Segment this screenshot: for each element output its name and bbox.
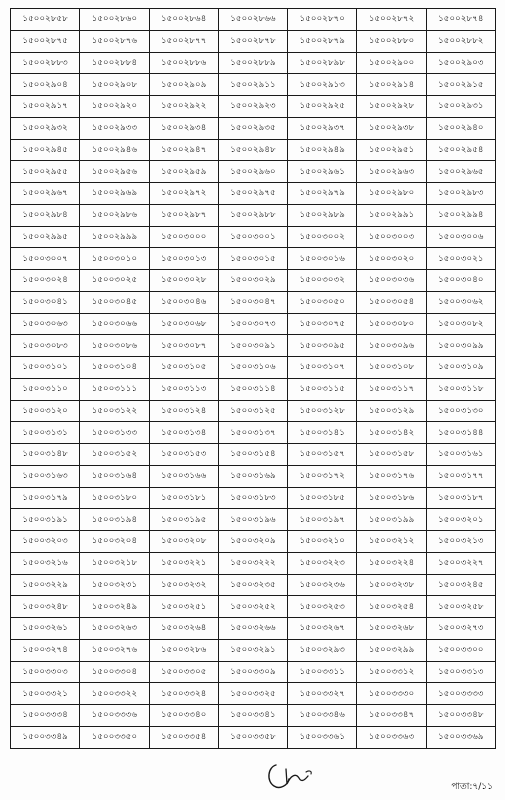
roll-number-cell: ১৫০০২৯০৪: [11, 74, 80, 96]
roll-number-cell: ১৫০০৩৩০৯: [218, 661, 287, 683]
roll-number-cell: ১৫০০২৯৭২: [149, 183, 218, 205]
roll-number-cell: ১৫০০২৯৩৭: [288, 117, 357, 139]
roll-number-cell: ১৫০০৩১৯১: [11, 509, 80, 531]
table-row: [11, 117, 496, 139]
roll-number-cell: ১৫০০৩০২১: [426, 248, 495, 270]
roll-number-cell: ১৫০০২৯৮৮: [218, 204, 287, 226]
roll-number-cell: ১৫০০৩০৭৩: [218, 313, 287, 335]
roll-number-cell: ১৫০০২৮৬৬: [218, 9, 287, 31]
roll-number-cell: ১৫০০৩১০১: [11, 357, 80, 379]
roll-number-cell: ১৫০০৩০২৫: [80, 270, 149, 292]
roll-number-cell: ১৫০০৩১৭৬: [357, 465, 426, 487]
roll-number-cell: ১৫০০৩১৬৩: [11, 465, 80, 487]
roll-number-cell: ১৫০০৩১০৬: [218, 357, 287, 379]
roll-number-cell: ১৫০০৩১৫৭: [288, 444, 357, 466]
roll-number-cell: ১৫০০২৮৬৪: [149, 9, 218, 31]
roll-number-cell: ১৫০০৩১৪২: [357, 422, 426, 444]
roll-number-cell: ১৫০০৩০৬২: [426, 291, 495, 313]
roll-number-cell: ১৫০০৩৩৫০: [80, 726, 149, 748]
roll-number-cell: ১৫০০২৯৯৫: [11, 226, 80, 248]
table-row: [11, 248, 496, 270]
roll-number-cell: ১৫০০২৮৮৯: [218, 52, 287, 74]
roll-number-cell: ১৫০০২৯৮৪: [11, 204, 80, 226]
roll-number-cell: ১৫০০২৯০৮: [80, 74, 149, 96]
table-row: [11, 705, 496, 727]
roll-number-cell: ১৫০০৩১০৪: [80, 357, 149, 379]
roll-number-cell: ১৫০০৩১২৮: [288, 400, 357, 422]
roll-number-cell: ১৫০০৩৩৪৯: [11, 726, 80, 748]
roll-number-cell: ১৫০০৩৩২২: [80, 683, 149, 705]
roll-number-cell: ১৫০০৩৩৪৬: [288, 705, 357, 727]
roll-number-cell: ১৫০০৩০২৮: [149, 270, 218, 292]
roll-number-cell: ১৫০০২৯৮৩: [426, 183, 495, 205]
table-row: [11, 683, 496, 705]
roll-number-cell: ১৫০০৩২০১: [426, 509, 495, 531]
roll-number-cell: ১৫০০৩১০৮: [357, 357, 426, 379]
roll-number-cell: ১৫০০৩১৭৭: [426, 465, 495, 487]
roll-number-cell: ১৫০০৩০০১: [218, 226, 287, 248]
roll-number-cell: ১৫০০৩২৩৫: [218, 574, 287, 596]
roll-number-cell: ১৫০০৩১৬৪: [80, 465, 149, 487]
roll-number-cell: ১৫০০৩৩০৪: [80, 661, 149, 683]
roll-number-cell: ১৫০০২৮৮৩: [11, 52, 80, 74]
roll-number-cell: ১৫০০২৮৬০: [80, 9, 149, 31]
roll-number-cell: ১৫০০৩৩১৩: [426, 661, 495, 683]
roll-number-cell: ১৫০০২৯৫৬: [80, 161, 149, 183]
roll-number-cell: ১৫০০৩০৮২: [426, 313, 495, 335]
roll-number-cell: ১৫০০৩২৫৮: [426, 596, 495, 618]
roll-number-cell: ১৫০০৩১০৯: [426, 357, 495, 379]
table-row: [11, 531, 496, 553]
table-row: [11, 400, 496, 422]
roll-number-cell: ১৫০০২৯৫৯: [149, 161, 218, 183]
roll-number-cell: ১৫০০৩২৯৯: [357, 639, 426, 661]
roll-number-cell: ১৫০০৩১১৮: [426, 378, 495, 400]
roll-number-cell: ১৫০০৩০১০: [80, 248, 149, 270]
table-row: [11, 9, 496, 31]
roll-number-cell: ১৫০০২৮৮০: [357, 30, 426, 52]
roll-number-cell: ১৫০০২৯০৯: [149, 74, 218, 96]
roll-number-cell: ১৫০০৩০৪১: [11, 291, 80, 313]
roll-number-cell: ১৫০০৩৩০০: [426, 639, 495, 661]
roll-number-cell: ১৫০০২৯১৪: [357, 74, 426, 96]
roll-number-cell: ১৫০০২৯২৮: [357, 96, 426, 118]
roll-number-cell: ১৫০০৩২৩৬: [288, 574, 357, 596]
table-row: [11, 726, 496, 748]
roll-number-cell: ১৫০০৩৩৩৬: [80, 705, 149, 727]
roll-number-cell: ১৫০০৩০৯৫: [288, 335, 357, 357]
roll-number-cell: ১৫০০৩১১০: [11, 378, 80, 400]
roll-number-cell: ১৫০০২৯৫৫: [11, 161, 80, 183]
roll-number-cell: ১৫০০৩১৩১: [11, 422, 80, 444]
roll-number-cell: ১৫০০২৮৭৯: [288, 30, 357, 52]
roll-number-cell: ১৫০০৩১৩০: [426, 400, 495, 422]
roll-number-cell: ১৫০০৩১৩৭: [218, 422, 287, 444]
roll-number-cell: ১৫০০৩০৪৫: [80, 291, 149, 313]
roll-number-cell: ১৫০০২৮৭৮: [218, 30, 287, 52]
table-row: [11, 639, 496, 661]
roll-number-cell: ১৫০০৩২৭৬: [80, 639, 149, 661]
roll-number-cell: ১৫০০২৯৮৬: [80, 204, 149, 226]
table-row: [11, 618, 496, 640]
roll-number-cell: ১৫০০২৮৮৪: [80, 52, 149, 74]
roll-number-cell: ১৫০০৩৩৬৯: [426, 726, 495, 748]
roll-number-cell: ১৫০০৩১৮০: [80, 487, 149, 509]
roll-number-cell: ১৫০০৩০৪৬: [149, 291, 218, 313]
roll-number-cell: ১৫০০৩৩২১: [11, 683, 80, 705]
roll-number-cell: ১৫০০৩০৬৬: [80, 313, 149, 335]
roll-number-cell: ১৫০০২৯৮০: [357, 183, 426, 205]
roll-number-cell: ১৫০০৩০৮৬: [80, 335, 149, 357]
roll-number-cell: ১৫০০৩১৬৬: [149, 465, 218, 487]
roll-number-cell: ১৫০০৩১৪৮: [11, 444, 80, 466]
roll-number-cell: ১৫০০৩১১৪: [218, 378, 287, 400]
roll-number-cell: ১৫০০২৯২০: [80, 96, 149, 118]
roll-number-cell: ১৫০০৩২১২: [357, 531, 426, 553]
roll-number-cell: ১৫০০৩০১৩: [149, 248, 218, 270]
roll-number-cell: ১৫০০৩০৬৩: [11, 313, 80, 335]
roll-number-cell: ১৫০০৩২৩৮: [357, 574, 426, 596]
roll-number-cell: ১৫০০৩২৫৪: [357, 596, 426, 618]
roll-number-cell: ১৫০০৩১৪৪: [426, 422, 495, 444]
roll-number-cell: ১৫০০৩২০৩: [11, 531, 80, 553]
table-row: [11, 139, 496, 161]
roll-number-cell: ১৫০০২৮৭৬: [80, 30, 149, 52]
table-row: [11, 596, 496, 618]
roll-number-cell: ১৫০০২৮৮২: [426, 30, 495, 52]
roll-number-cell: ১৫০০৩১৫৮: [357, 444, 426, 466]
roll-number-cell: ১৫০০৩১২০: [11, 400, 80, 422]
roll-number-cell: ১৫০০২৯২৩: [218, 96, 287, 118]
roll-number-cell: ১৫০০৩৩২৭: [288, 683, 357, 705]
roll-number-cell: ১৫০০৩০৪০: [426, 270, 495, 292]
roll-number-cell: ১৫০০৩২৪৯: [80, 596, 149, 618]
roll-number-cell: ১৫০০৩২০৮: [149, 531, 218, 553]
roll-number-cell: ১৫০০২৯৩৫: [218, 117, 287, 139]
roll-number-cell: ১৫০০৩০২৯: [218, 270, 287, 292]
roll-number-cell: ১৫০০২৯৩৩: [80, 117, 149, 139]
roll-number-cell: ১৫০০৩১৮৩: [218, 487, 287, 509]
roll-number-cell: ১৫০০২৮৭৪: [426, 9, 495, 31]
roll-number-cell: ১৫০০২৯৭৯: [288, 183, 357, 205]
roll-number-cell: ১৫০০২৯৪৫: [11, 139, 80, 161]
signature: [262, 757, 320, 791]
table-row: [11, 378, 496, 400]
roll-number-cell: ১৫০০৩০০২: [288, 226, 357, 248]
roll-number-cell: ১৫০০৩৩০৫: [149, 661, 218, 683]
roll-number-cell: ১৫০০৩১৩৩: [80, 422, 149, 444]
roll-number-cell: ১৫০০৩৩১১: [288, 661, 357, 683]
roll-number-cell: ১৫০০৩০৫৪: [357, 291, 426, 313]
roll-number-cell: ১৫০০৩৩০৩: [11, 661, 80, 683]
table-row: [11, 487, 496, 509]
roll-number-cell: ১৫০০২৯০০: [357, 52, 426, 74]
roll-number-cell: ১৫০০২৯১৩: [288, 74, 357, 96]
table-row: [11, 661, 496, 683]
roll-number-cell: ১৫০০৩০৯১: [218, 335, 287, 357]
roll-number-cell: ১৫০০৩১৫৩: [149, 444, 218, 466]
roll-number-cell: ১৫০০৩১৯৫: [149, 509, 218, 531]
roll-number-cell: ১৫০০৩১০৭: [288, 357, 357, 379]
roll-number-cell: ১৫০০২৯৩১: [426, 96, 495, 118]
roll-number-cell: ১৫০০৩১৭২: [288, 465, 357, 487]
roll-number-cell: ১৫০০৩১২৪: [149, 400, 218, 422]
roll-number-cell: ১৫০০২৯৩৮: [357, 117, 426, 139]
roll-number-cell: ১৫০০২৯৪০: [426, 117, 495, 139]
roll-number-cell: ১৫০০৩০১৫: [218, 248, 287, 270]
roll-number-cell: ১৫০০৩১৯৪: [80, 509, 149, 531]
roll-number-cell: ১৫০০৩৩৬১: [288, 726, 357, 748]
roll-number-cell: ১৫০০২৮৭৫: [11, 30, 80, 52]
roll-number-cell: ১৫০০৩১১৫: [288, 378, 357, 400]
roll-number-cell: ১৫০০৩২৬১: [11, 618, 80, 640]
roll-number-cell: ১৫০০২৯৫৪: [426, 139, 495, 161]
roll-number-cell: ১৫০০২৯৬১: [288, 161, 357, 183]
table-row: [11, 52, 496, 74]
roll-number-cell: ১৫০০৩৩১২: [357, 661, 426, 683]
roll-number-cell: ১৫০০৩০৯৯: [426, 335, 495, 357]
table-row: [11, 335, 496, 357]
roll-number-cell: ১৫০০৩০০৬: [426, 226, 495, 248]
roll-number-cell: ১৫০০২৯৭৫: [218, 183, 287, 205]
roll-number-cell: ১৫০০৩০৩২: [288, 270, 357, 292]
roll-number-cell: ১৫০০৩১১৭: [357, 378, 426, 400]
roll-number-cell: ১৫০০৩১৯৬: [218, 509, 287, 531]
table-row: [11, 270, 496, 292]
roll-number-cell: ১৫০০২৮৫৮: [11, 9, 80, 31]
roll-number-cell: ১৫০০৩৩৩৩: [426, 683, 495, 705]
roll-number-cell: ১৫০০৩০৫০: [288, 291, 357, 313]
table-row: [11, 313, 496, 335]
roll-number-cell: ১৫০০৩১৯৯: [357, 509, 426, 531]
roll-number-cell: ১৫০০৩২৬৭: [288, 618, 357, 640]
roll-number-cell: ১৫০০৩০০০: [149, 226, 218, 248]
roll-number-cell: ১৫০০৩৩৫৮: [218, 726, 287, 748]
roll-number-cell: ১৫০০৩২৫৩: [288, 596, 357, 618]
roll-number-cell: ১৫০০৩১১১: [80, 378, 149, 400]
roll-number-cell: ১৫০০২৯১৭: [11, 96, 80, 118]
roll-number-cell: ১৫০০২৯২৫: [288, 96, 357, 118]
table-row: [11, 204, 496, 226]
roll-number-cell: ১৫০০৩০৪৭: [218, 291, 287, 313]
table-row: [11, 509, 496, 531]
roll-number-cell: ১৫০০৩১৬১: [426, 444, 495, 466]
roll-number-cell: ১৫০০৩২৬৮: [357, 618, 426, 640]
roll-number-cell: ১৫০০৩২২১: [149, 552, 218, 574]
roll-number-cell: ১৫০০৩২২৭: [426, 552, 495, 574]
roll-number-cell: ১৫০০৩১৬৯: [218, 465, 287, 487]
roll-number-cell: ১৫০০৩২৯১: [218, 639, 287, 661]
roll-number-cell: ১৫০০২৯৯৪: [426, 204, 495, 226]
roll-number-cell: ১৫০০২৯১৫: [426, 74, 495, 96]
roll-number-cell: ১৫০০৩২০৪: [80, 531, 149, 553]
roll-number-table: [10, 8, 496, 749]
roll-number-cell: ১৫০০২৯৪৯: [288, 139, 357, 161]
roll-number-cell: ১৫০০৩০৭৫: [288, 313, 357, 335]
roll-number-cell: ১৫০০৩০২৪: [11, 270, 80, 292]
roll-number-cell: ১৫০০৩০০৩: [357, 226, 426, 248]
roll-number-cell: ১৫০০২৯৯১: [357, 204, 426, 226]
roll-number-cell: ১৫০০৩০৮৭: [149, 335, 218, 357]
roll-number-cell: ১৫০০৩০৬৮: [149, 313, 218, 335]
roll-number-cell: ১৫০০২৮৮৬: [149, 52, 218, 74]
roll-number-cell: ১৫০০৩২৭৪: [11, 639, 80, 661]
table-row: [11, 183, 496, 205]
roll-number-cell: ১৫০০২৯৯৯: [80, 226, 149, 248]
roll-number-cell: ১৫০০২৯৪৭: [149, 139, 218, 161]
roll-number-cell: ১৫০০২৯১১: [218, 74, 287, 96]
roll-number-cell: ১৫০০৩২২৩: [288, 552, 357, 574]
roll-number-cell: ১৫০০৩০৮০: [357, 313, 426, 335]
roll-number-cell: ১৫০০৩২৬৬: [218, 618, 287, 640]
roll-number-cell: ১৫০০৩২৪৮: [11, 596, 80, 618]
roll-number-cell: ১৫০০৩১২৫: [218, 400, 287, 422]
roll-number-cell: ১৫০০৩৩৪১: [218, 705, 287, 727]
roll-number-cell: ১৫০০৩০৯৬: [357, 335, 426, 357]
roll-number-cell: ১৫০০৩০০৭: [11, 248, 80, 270]
roll-number-cell: ১৫০০৩২২২: [218, 552, 287, 574]
roll-number-cell: ১৫০০৩২৬৪: [149, 618, 218, 640]
roll-number-cell: ১৫০০২৯৮৭: [149, 204, 218, 226]
roll-number-cell: ১৫০০৩১৯৭: [288, 509, 357, 531]
roll-number-cell: ১৫০০৩২৭৩: [426, 618, 495, 640]
roll-number-cell: ১৫০০২৯৬০: [218, 161, 287, 183]
roll-number-cell: ১৫০০৩১৪১: [288, 422, 357, 444]
roll-number-cell: ১৫০০৩২৩১: [80, 574, 149, 596]
roll-number-cell: ১৫০০৩২৫১: [149, 596, 218, 618]
table-row: [11, 96, 496, 118]
roll-number-cell: ১৫০০২৯৩৪: [149, 117, 218, 139]
roll-number-cell: ১৫০০৩৩৫৪: [149, 726, 218, 748]
table-row: [11, 226, 496, 248]
table-row: [11, 30, 496, 52]
roll-number-cell: ১৫০০৩২৬৩: [80, 618, 149, 640]
roll-number-cell: ১৫০০২৯৫১: [357, 139, 426, 161]
roll-number-cell: ১৫০০৩০১৬: [288, 248, 357, 270]
roll-number-cell: ১৫০০৩০৮৩: [11, 335, 80, 357]
table-row: [11, 552, 496, 574]
roll-number-cell: ১৫০০৩২০৯: [218, 531, 287, 553]
roll-number-cell: ১৫০০২৯২২: [149, 96, 218, 118]
roll-number-cell: ১৫০০৩৩২৪: [149, 683, 218, 705]
roll-number-cell: ১৫০০৩২৪৫: [426, 574, 495, 596]
roll-number-cell: ১৫০০২৯৬৯: [80, 183, 149, 205]
roll-number-cell: ১৫০০৩১৮৬: [357, 487, 426, 509]
roll-number-cell: ১৫০০৩০৩৬: [357, 270, 426, 292]
table-row: [11, 161, 496, 183]
roll-number-cell: ১৫০০৩১৫৪: [218, 444, 287, 466]
roll-number-cell: ১৫০০৩৩৪০: [149, 705, 218, 727]
roll-number-cell: ১৫০০৩১১৩: [149, 378, 218, 400]
table-row: [11, 465, 496, 487]
roll-number-cell: ১৫০০২৯৪৮: [218, 139, 287, 161]
roll-number-cell: ১৫০০৩১২৯: [357, 400, 426, 422]
roll-number-cell: ১৫০০৩০২০: [357, 248, 426, 270]
roll-number-cell: ১৫০০৩১২২: [80, 400, 149, 422]
table-row: [11, 291, 496, 313]
roll-number-table-body: [11, 9, 496, 749]
roll-number-cell: ১৫০০২৮৭০: [288, 9, 357, 31]
roll-number-cell: ১৫০০২৯৬৩: [357, 161, 426, 183]
roll-number-cell: ১৫০০৩২১৩: [426, 531, 495, 553]
roll-number-cell: ১৫০০৩৩৪৭: [357, 705, 426, 727]
roll-number-cell: ১৫০০৩১৮৫: [288, 487, 357, 509]
roll-number-cell: ১৫০০৩২৫২: [218, 596, 287, 618]
roll-number-cell: ১৫০০২৯৩২: [11, 117, 80, 139]
roll-number-cell: ১৫০০৩১৩৪: [149, 422, 218, 444]
roll-number-cell: ১৫০০৩৩৪৮: [426, 705, 495, 727]
roll-number-cell: ১৫০০২৯৪৬: [80, 139, 149, 161]
roll-number-cell: ১৫০০৩২১৬: [11, 552, 80, 574]
roll-number-cell: ১৫০০৩৩৬৩: [357, 726, 426, 748]
table-row: [11, 574, 496, 596]
roll-number-cell: ১৫০০৩১৭৯: [11, 487, 80, 509]
roll-number-cell: ১৫০০৩২২৯: [11, 574, 80, 596]
roll-number-cell: ১৫০০৩২৩২: [149, 574, 218, 596]
roll-number-cell: ১৫০০২৯৮৯: [288, 204, 357, 226]
roll-number-cell: ১৫০০২৯৬৭: [11, 183, 80, 205]
table-row: [11, 422, 496, 444]
roll-number-cell: ১৫০০৩৩২৫: [218, 683, 287, 705]
table-row: [11, 74, 496, 96]
roll-number-cell: ১৫০০৩১০৫: [149, 357, 218, 379]
roll-number-cell: ১৫০০৩১৮১: [149, 487, 218, 509]
roll-number-cell: ১৫০০৩২৯৩: [288, 639, 357, 661]
roll-number-cell: ১৫০০২৯০৩: [426, 52, 495, 74]
table-row: [11, 444, 496, 466]
roll-number-cell: ১৫০০৩৩৩৪: [11, 705, 80, 727]
roll-number-cell: ১৫০০২৮৭২: [357, 9, 426, 31]
roll-number-cell: ১৫০০২৯৬৫: [426, 161, 495, 183]
roll-number-cell: ১৫০০৩২৮৬: [149, 639, 218, 661]
roll-number-cell: ১৫০০২৮৭৭: [149, 30, 218, 52]
table-row: [11, 357, 496, 379]
roll-number-cell: ১৫০০৩২২৪: [357, 552, 426, 574]
roll-number-cell: ১৫০০৩২১৮: [80, 552, 149, 574]
page-number: পাতা:৭/১১: [451, 782, 493, 792]
roll-number-cell: ১৫০০৩১৫২: [80, 444, 149, 466]
roll-number-cell: ১৫০০২৮৯৮: [288, 52, 357, 74]
roll-number-cell: ১৫০০৩২১০: [288, 531, 357, 553]
roll-number-cell: ১৫০০৩৩৩০: [357, 683, 426, 705]
roll-number-cell: ১৫০০৩১৮৭: [426, 487, 495, 509]
